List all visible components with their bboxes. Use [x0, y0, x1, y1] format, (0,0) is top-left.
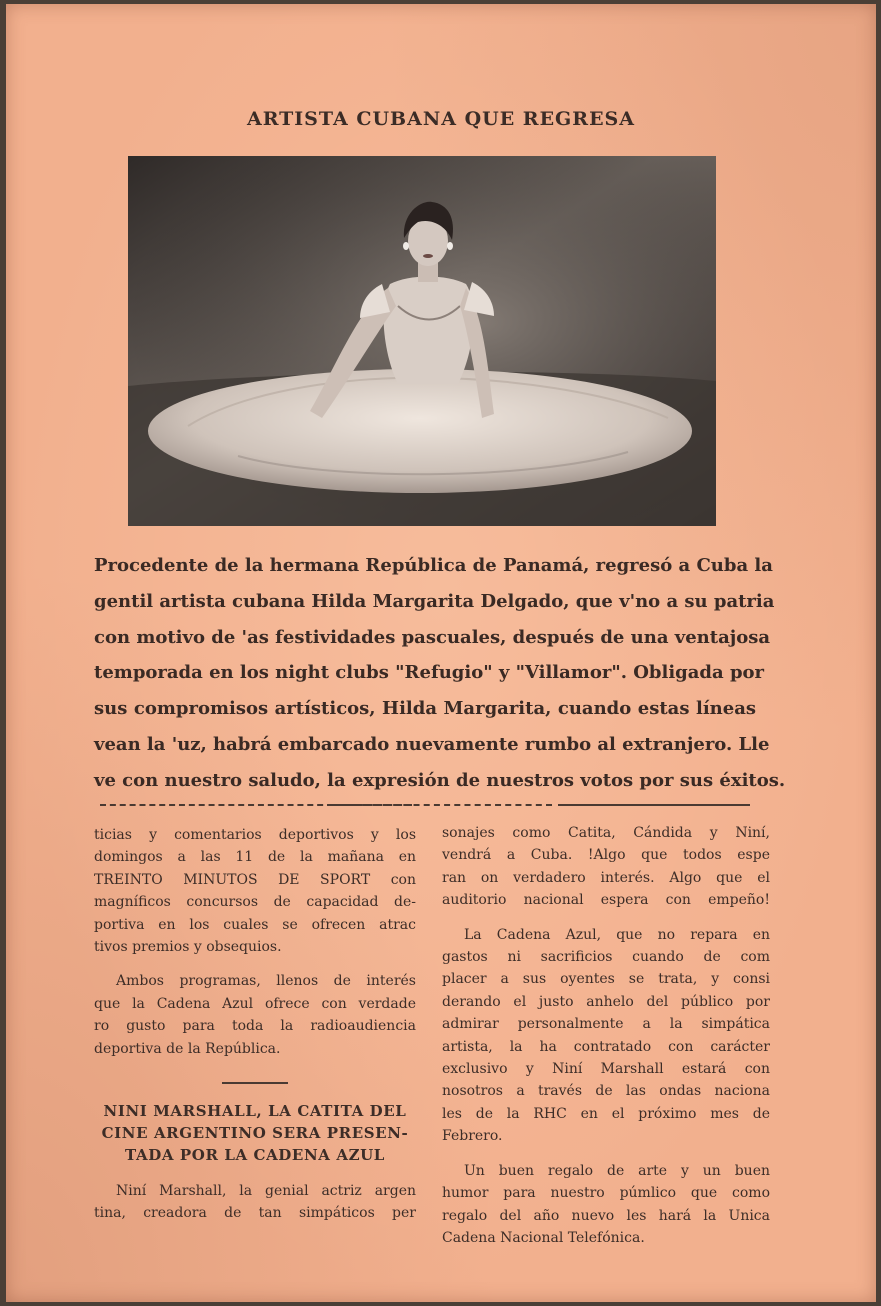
text-line: placer a sus oyentes se trata, y consi — [442, 971, 770, 988]
left-paragraph-3 — [94, 1180, 416, 1225]
text-line: regalo del año nuevo les hará la Unica — [442, 1207, 770, 1224]
intro-line: temporada en los night clubs "Refugio" y "Villamor". Obligada por — [94, 662, 765, 684]
text-line: ticias y comentarios deportivos y los — [94, 827, 416, 843]
text-line: que la Cadena Azul ofrece con verdade — [94, 995, 416, 1012]
text-line: Ambos programas, llenos de interés — [116, 973, 416, 990]
intro-line: sus compromisos artísticos, Hilda Margarita, cuando estas líneas — [94, 698, 756, 720]
paragraph-gap — [94, 958, 416, 970]
paragraph-gap — [442, 912, 770, 924]
text-line: Febrero. — [442, 1128, 503, 1145]
text-line: exclusivo y Niní Marshall estará con — [442, 1061, 770, 1078]
text-line: ro gusto para toda la radioaudiencia — [94, 1018, 416, 1035]
text-line: Niní Marshall, la genial actriz argen — [116, 1183, 416, 1200]
section-divider-middle — [332, 804, 552, 806]
intro-paragraph — [94, 548, 786, 799]
text-line: domingos a las 11 de la mañana en — [94, 849, 416, 866]
text-line: Cadena Nacional Telefónica. — [442, 1229, 645, 1246]
text-line: vendrá a Cuba. !Algo que todos espe — [442, 847, 770, 864]
left-paragraph-2 — [94, 970, 416, 1060]
intro-line: con motivo de 'as festividades pascuales, después de una ventajosa — [94, 626, 771, 648]
text-line: nosotros a través de las ondas naciona — [442, 1083, 770, 1100]
text-line: portiva en los cuales se ofrecen atrac — [94, 916, 416, 933]
subhead-line: NINI MARSHALL, LA CATITA DEL — [103, 1102, 407, 1121]
text-line: derando el justo anhelo del público por — [442, 993, 770, 1010]
text-line: tivos premios y obsequios. — [94, 939, 282, 956]
text-line: sonajes como Catita, Cándida y Niní, — [442, 825, 770, 841]
text-line: artista, la ha contratado con carácter — [442, 1038, 770, 1055]
magazine-page — [6, 4, 876, 1302]
text-line: gastos ni sacrificios cuando de com — [442, 949, 770, 966]
intro-line: Procedente de la hermana República de Panamá, regresó a Cuba la — [94, 555, 773, 576]
text-line: magníficos concursos de capacidad de- — [94, 894, 416, 911]
text-line: La Cadena Azul, que no repara en — [464, 926, 770, 943]
subhead-line: CINE ARGENTINO SERA PRESEN- — [101, 1124, 409, 1143]
right-paragraph-3 — [442, 1160, 770, 1250]
right-paragraph-2 — [442, 924, 770, 1148]
text-line: admirar personalmente a la simpática — [442, 1016, 770, 1033]
article-headline: ARTISTA CUBANA QUE REGRESA — [246, 108, 636, 130]
right-paragraph-1 — [442, 822, 770, 912]
intro-line: gentil artista cubana Hilda Margarita Delgado, que v'no a su patria — [94, 590, 775, 612]
news-subheadline — [94, 1100, 416, 1166]
text-line: les de la RHC en el próximo mes de — [442, 1105, 770, 1122]
text-line: deportiva de la República. — [94, 1040, 281, 1057]
section-divider-right — [558, 804, 750, 806]
artist-photo — [128, 156, 716, 526]
text-line: ran on verdadero interés. Algo que el — [442, 869, 770, 886]
intro-line: ve con nuestro saludo, la expresión de nuestros votos por sus éxitos. — [94, 769, 786, 791]
paragraph-gap — [442, 1148, 770, 1160]
artist-photo-image — [128, 156, 716, 526]
intro-line: vean la 'uz, habrá embarcado nuevamente rumbo al extranjero. Lle — [94, 733, 770, 755]
short-divider — [222, 1082, 288, 1084]
text-line: auditorio nacional espera con empeño! — [442, 892, 770, 909]
right-column — [442, 822, 770, 1249]
text-line: TREINTO MINUTOS DE SPORT con — [94, 871, 416, 888]
subhead-line: TADA POR LA CADENA AZUL — [125, 1146, 385, 1165]
left-column — [94, 824, 416, 1225]
text-line: Un buen regalo de arte y un buen — [464, 1162, 770, 1179]
text-line: tina, creadora de tan simpáticos per — [94, 1205, 416, 1222]
left-paragraph-1 — [94, 824, 416, 958]
text-line: humor para nuestro púmlico que como — [442, 1185, 770, 1202]
